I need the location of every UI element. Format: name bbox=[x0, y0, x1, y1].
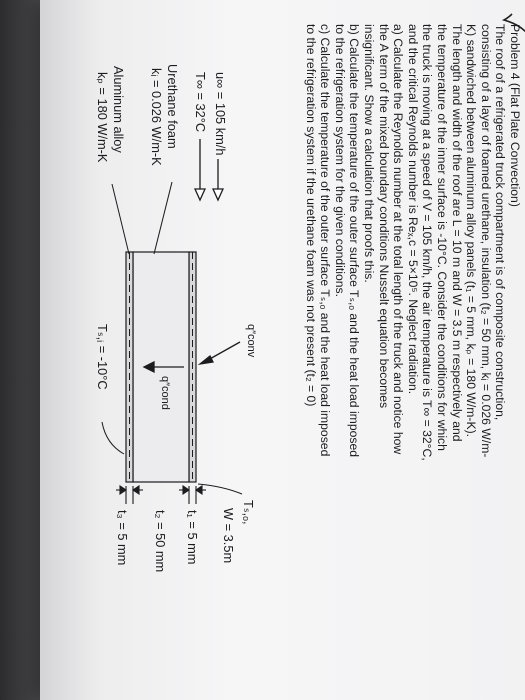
t3-label: t₃ = 5 mm bbox=[115, 510, 130, 566]
problem-line: the A term of the mixed boundary conditions Nusselt equation becomes bbox=[376, 24, 391, 409]
inner-temperature-label: Tₛ,ᵢ = -10°C bbox=[95, 324, 110, 390]
problem-line: The length and width of the roof are L = 10 m and W = 3.5 m respectively and bbox=[449, 24, 464, 442]
problem-line: K) sandwiched between aluminum alloy panels (t₁ = 5 mm, kₚ = 180 W/m-K). bbox=[464, 24, 479, 438]
convection-flux-label: q″conv bbox=[245, 324, 257, 358]
width-label: W = 3.5m bbox=[221, 508, 236, 564]
heat-flux-arrow-icon bbox=[200, 342, 240, 364]
t1-label: t₁ = 5 mm bbox=[185, 510, 200, 565]
problem-line: a) Calculate the Reynolds number at the total length of the truck and notice how bbox=[391, 24, 406, 455]
outer-temperature-label: Tₛ,ₒ, bbox=[241, 500, 256, 525]
problem-line: consisting of a layer of foamed urethane, insulation (t₂ = 50 mm, kᵢ = 0.026 W/m- bbox=[478, 24, 493, 458]
problem-line: to the refrigeration system for the given conditions. bbox=[332, 24, 347, 298]
problem-line: and the critical Reynolds number is Reₓ,c = 5×10⁵. Neglect radiation. bbox=[405, 24, 420, 395]
velocity-label: u∞ = 105 km/h bbox=[213, 72, 228, 156]
problem-line: to the refrigeration system if the urethane foam was not present (t₂ = 0) bbox=[303, 24, 318, 407]
air-temperature-label: T∞ = 32°C bbox=[193, 72, 208, 133]
t2-label: t₂ = 50 mm bbox=[153, 510, 168, 573]
problem-line: The roof of a refrigerated truck compartment is of composite construction, bbox=[493, 24, 508, 421]
problem-line: c) Calculate the temperature of the outer surface Tₛ,ₒ and the heat load imposed bbox=[318, 24, 333, 457]
aluminum-conductivity-label: kₚ = 180 W/m-K bbox=[95, 72, 110, 163]
urethane-conductivity-label: kᵢ = 0.026 W/m-K bbox=[149, 68, 164, 166]
problem-line: b) Calculate the temperature of the outer surface Tₛ,ₒ and the heat load imposed bbox=[347, 24, 362, 458]
rotated-page bbox=[42, 24, 522, 684]
dimension-markers bbox=[116, 486, 206, 504]
conduction-flux-label: q″cond bbox=[159, 376, 171, 410]
urethane-label: Urethane foam bbox=[165, 64, 180, 149]
aluminum-label: Aluminum alloy bbox=[111, 66, 126, 153]
roof-diagram bbox=[42, 24, 302, 684]
problem-line: the truck is moving at a speed of V = 105 km/h, the air temperature is T∞ = 32°C, bbox=[420, 24, 435, 461]
problem-line: the temperature of the inner surface is -10°C. Consider the conditions for which bbox=[435, 24, 450, 451]
problem-title: Problem 4 (Flat Plate Convection) bbox=[508, 24, 522, 207]
problem-line: insignificant. Show a calculation that proofs this. bbox=[362, 24, 377, 283]
problem-statement bbox=[303, 24, 522, 664]
